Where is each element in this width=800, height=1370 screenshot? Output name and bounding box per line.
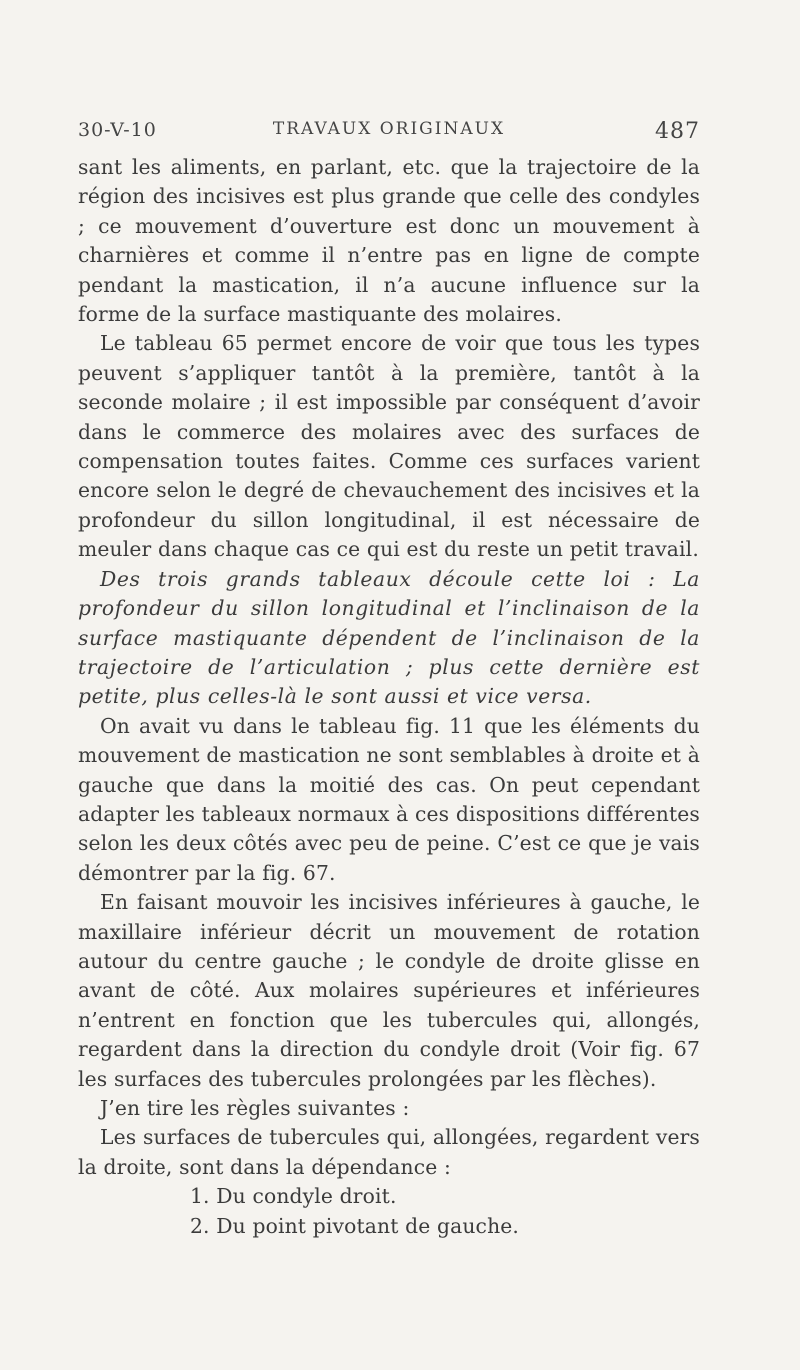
paragraph-2: Le tableau 65 permet encore de voir que tous les types peuvent s’appliquer tantôt à la première, tantôt à la seconde molaire ; il est impossible par conséquent d’avoir dans le commerce des molaires avec des surfaces de compensation toutes faites. Comme ces surfaces varient encore selon le degré de chevauchement des incisives et la profondeur du sillon longitudinal, il est nécessaire de meuler dans chaque cas ce qui est du reste un petit travail.	[78, 331, 700, 562]
rule-item-1: 1. Du condyle droit.	[190, 1184, 397, 1209]
paragraph-4: On avait vu dans le tableau fig. 11 que les éléments du mouvement de mastication ne sont semblables à droite et à gauche que dans la moitié des cas. On peut cependant adapter les tableaux normaux à ces dispositions différentes selon les deux côtés avec peu de peine. C’est ce que je vais démontrer par la fig. 67.	[78, 713, 700, 885]
page-header	[78, 119, 700, 149]
paragraph-law: Des trois grands tableaux découle cette loi : La profondeur du sillon longitudinal et l’inclinaison de la surface mastiquante dépendent de l’inclinaison de la trajectoire de l’articulation ; plus cette dernière est petite, plus celles-là le sont aussi et vice versa.	[78, 566, 700, 709]
paragraph-1: sant les aliments, en parlant, etc. que la trajectoire de la région des incisives est plus grande que celle des condyles ; ce mouvement d’ouverture est donc un mouvement à charnières et comme il n’entre pas en ligne de compte pendant la mastication, il n’a aucune influence sur la forme de la surface mastiquante des molaires.	[78, 155, 700, 327]
paragraph-7: Les surfaces de tubercules qui, allongées, regardent vers la droite, sont dans la dépendance :	[78, 1125, 700, 1179]
paragraph-5: En faisant mouvoir les incisives inférieures à gauche, le maxillaire inférieur décrit un mouvement de rotation autour du centre gauche ; le condyle de droite glisse en avant de côté. Aux molaires supérieures et inférieures n’entrent en fonction que les tubercules qui, allongés, regardent dans la direction du condyle droit (Voir fig. 67 les surfaces des tubercules prolongées par les flèches).	[78, 890, 700, 1091]
paragraph-6: J’en tire les règles suivantes :	[100, 1096, 410, 1120]
header-date: 30-V-10	[78, 119, 157, 141]
page-number: 487	[655, 119, 700, 144]
header-title: TRAVAUX ORIGINAUX	[272, 119, 506, 139]
rule-item-2: 2. Du point pivotant de gauche.	[190, 1213, 520, 1238]
body-text	[78, 153, 700, 1241]
